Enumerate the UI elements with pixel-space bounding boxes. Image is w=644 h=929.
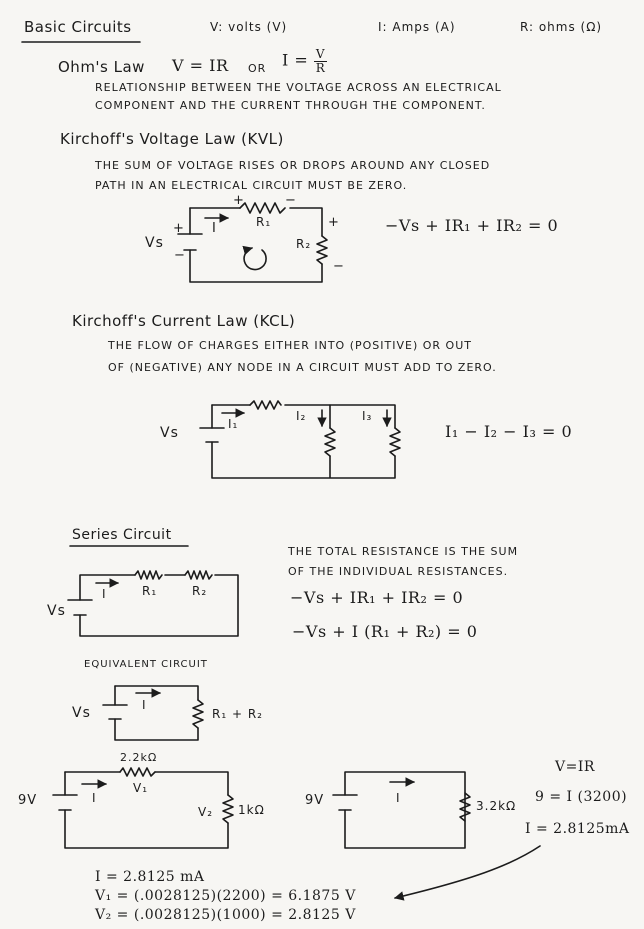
pointer-arrow — [395, 846, 540, 898]
legend-amps: I: Amps (A) — [378, 20, 456, 34]
kvl-resistor-r2 — [317, 236, 327, 264]
series-circuit — [68, 571, 238, 636]
series-label-r1: R₁ — [142, 584, 158, 598]
kvl-label-battery-plus: + — [173, 221, 185, 236]
kvl-resistor-r1 — [240, 203, 285, 213]
example-label-v1: V₁ — [133, 781, 149, 795]
example2-label-i: I — [396, 791, 401, 805]
kcl-label-i2: I₂ — [296, 409, 307, 423]
equivalent-battery — [103, 705, 127, 719]
kcl-label-i1: I₁ — [228, 417, 239, 431]
ohms-law-desc-line2: COMPONENT AND THE CURRENT THROUGH THE COMPONENT. — [95, 99, 486, 112]
kvl-label-r2-minus: − — [333, 259, 345, 274]
kvl-desc-line2: PATH IN AN ELECTRICAL CIRCUIT MUST BE ZERO. — [95, 179, 408, 192]
kvl-label-r1-plus: + — [233, 193, 245, 208]
ohms-law-fraction — [314, 48, 327, 74]
ohms-law-eq2 — [282, 48, 327, 74]
example-battery-2 — [333, 795, 357, 810]
kvl-desc-line1: THE SUM OF VOLTAGE RISES OR DROPS AROUND ANY CLOSED — [95, 159, 491, 172]
series-label-i: I — [102, 587, 107, 601]
example-label-i: I — [92, 791, 97, 805]
legend-volts: V: volts (V) — [210, 20, 288, 34]
example-resistor-1k — [223, 795, 233, 823]
kcl-resistor-right — [390, 428, 400, 456]
calc-line-1: V=IR — [555, 759, 595, 775]
equivalent-resistor — [193, 700, 203, 728]
kvl-loop-arrow — [244, 248, 266, 270]
kvl-label-r2: R₂ — [296, 237, 312, 251]
kvl-label-r2-plus: + — [328, 215, 340, 230]
kvl-label-vs: Vs — [145, 235, 164, 251]
series-battery — [68, 600, 92, 615]
series-desc-line2: OF THE INDIVIDUAL RESISTANCES. — [288, 565, 509, 578]
equivalent-label-vs: Vs — [72, 705, 91, 721]
ohms-law-title: Ohm's Law — [58, 58, 145, 76]
example-label-r-right: 1kΩ — [238, 803, 265, 817]
ohms-law-desc-line1: RELATIONSHIP BETWEEN THE VOLTAGE ACROSS AN ELECTRICAL — [95, 81, 502, 94]
series-resistor-r1 — [135, 571, 162, 579]
kcl-label-i3: I₃ — [362, 409, 373, 423]
legend-ohms: R: ohms (Ω) — [520, 20, 603, 34]
kvl-equation: −Vs + IR₁ + IR₂ = 0 — [385, 216, 559, 235]
kcl-label-vs: Vs — [160, 425, 179, 441]
kvl-label-battery-minus: − — [174, 248, 186, 263]
equivalent-circuit — [103, 686, 203, 740]
kcl-desc-line2: OF (NEGATIVE) ANY NODE IN A CIRCUIT MUST ADD TO ZERO. — [108, 361, 497, 374]
result-line-2: V₁ = (.0028125)(2200) = 6.1875 V — [95, 888, 356, 904]
series-equation-2: −Vs + I (R₁ + R₂) = 0 — [292, 622, 478, 641]
calc-line-3: I = 2.8125mA — [525, 821, 630, 837]
calc-line-2: 9 = I (3200) — [535, 789, 628, 805]
ohms-law-or: OR — [248, 62, 267, 75]
example2-label-9v: 9V — [305, 793, 325, 808]
example-label-r-top: 2.2kΩ — [120, 751, 158, 764]
kcl-title: Kirchoff's Current Law (KCL) — [72, 312, 296, 330]
ohms-law-eq2-lhs: I = — [282, 50, 309, 70]
example-label-v2: V₂ — [198, 805, 214, 819]
ohms-law-fraction-num: V — [315, 47, 326, 61]
ohms-law-eq1: V = IR — [172, 56, 229, 75]
kcl-desc-line1: THE FLOW OF CHARGES EITHER INTO (POSITIVE) OR OUT — [108, 339, 472, 352]
example-battery — [53, 795, 77, 810]
kcl-battery — [200, 428, 224, 442]
example-label-9v: 9V — [18, 793, 38, 808]
kcl-resistor-top — [250, 401, 281, 409]
kcl-equation: I₁ − I₂ − I₃ = 0 — [445, 422, 573, 441]
equivalent-label-i: I — [142, 698, 147, 712]
result-line-1: I = 2.8125 mA — [95, 869, 205, 885]
ohms-law-fraction-den: R — [315, 60, 326, 75]
equivalent-title: EQUIVALENT CIRCUIT — [84, 659, 208, 670]
series-label-r2: R₂ — [192, 584, 208, 598]
kcl-resistor-mid — [325, 428, 335, 456]
series-resistor-r2 — [185, 571, 212, 579]
kvl-label-r1: R₁ — [256, 215, 272, 229]
equivalent-label-r: R₁ + R₂ — [212, 707, 263, 721]
example-resistor-2k2 — [120, 768, 155, 776]
series-desc-line1: THE TOTAL RESISTANCE IS THE SUM — [288, 545, 519, 558]
series-title: Series Circuit — [72, 527, 172, 543]
result-line-3: V₂ = (.0028125)(1000) = 2.8125 V — [95, 907, 356, 923]
example2-label-r: 3.2kΩ — [476, 799, 517, 813]
kvl-label-r1-minus: − — [285, 193, 297, 208]
kvl-title: Kirchoff's Voltage Law (KVL) — [60, 130, 284, 148]
kvl-label-i: I — [212, 221, 217, 236]
series-equation-1: −Vs + IR₁ + IR₂ = 0 — [290, 588, 464, 607]
example-equivalent-circuit — [333, 772, 470, 848]
series-label-vs: Vs — [47, 603, 66, 619]
page-title: Basic Circuits — [24, 18, 132, 36]
